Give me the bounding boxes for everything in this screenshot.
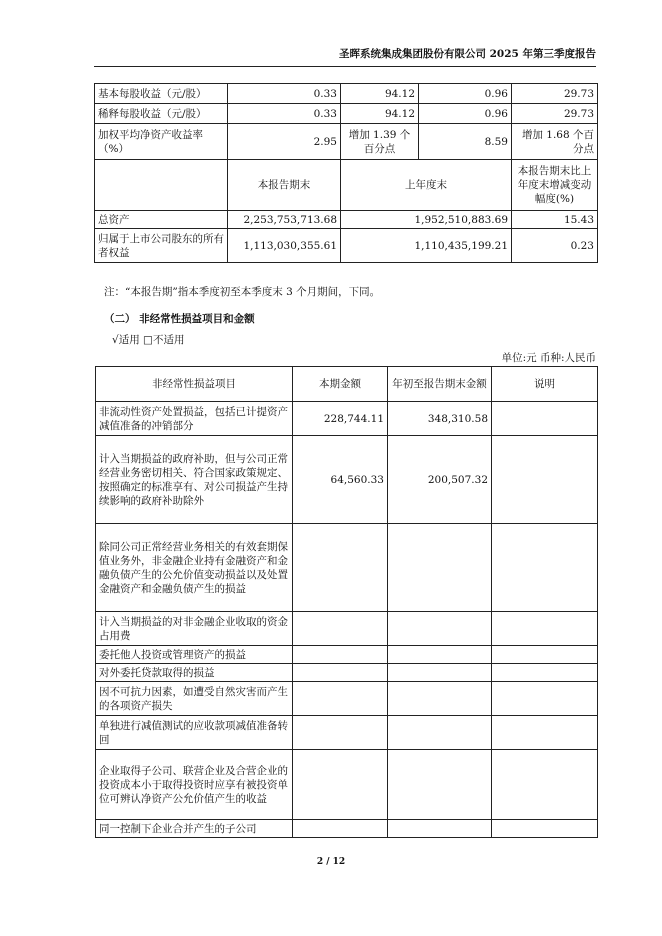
item-label: 计入当期损益的对非金融企业收取的资金占用费 <box>96 612 293 646</box>
note-cell <box>492 820 598 838</box>
cell: 2,253,753,713.68 <box>228 211 341 229</box>
page-header: 圣晖系统集成集团股份有限公司 2025 年第三季度报告 <box>338 48 596 60</box>
table-row <box>96 524 598 612</box>
item-label: 计入当期损益的政府补助，但与公司正常经营业务密切相关、符合国家政策规定、按照确定的标准享有、对公司损益产生持续影响的政府补助除外 <box>96 436 293 524</box>
row-label: 稀释每股收益（元/股） <box>95 104 228 124</box>
cell: 0.33 <box>228 104 341 124</box>
item-label: 委托他人投资或管理资产的损益 <box>96 646 293 664</box>
table-row <box>96 664 598 682</box>
cell: 增加 1.39 个百分点 <box>341 124 419 160</box>
cell: 8.59 <box>419 124 512 160</box>
table-row <box>95 229 598 263</box>
note-cell <box>492 682 598 716</box>
note-cell <box>492 716 598 750</box>
note-cell <box>492 524 598 612</box>
item-label: 单独进行减值测试的应收款项减值准备转回 <box>96 716 293 750</box>
table-row <box>95 84 598 104</box>
ytd-amount: 348,310.58 <box>388 402 492 436</box>
item-label: 对外委托贷款取得的损益 <box>96 664 293 682</box>
item-label: 同一控制下企业合并产生的子公司 <box>96 820 293 838</box>
table-subheader <box>95 160 598 211</box>
current-amount <box>293 750 388 820</box>
header-current-end: 本报告期末 <box>228 160 341 211</box>
row-label: 基本每股收益（元/股） <box>95 84 228 104</box>
note-cell <box>492 402 598 436</box>
cell: 0.96 <box>419 84 512 104</box>
cell: 29.73 <box>512 104 598 124</box>
cell: 94.12 <box>341 84 419 104</box>
ytd-amount <box>388 612 492 646</box>
current-amount <box>293 612 388 646</box>
cell: 0.33 <box>228 84 341 104</box>
note-cell <box>492 612 598 646</box>
current-amount <box>293 716 388 750</box>
unit-currency-line: 单位:元 币种:人民币 <box>501 352 596 364</box>
item-label: 因不可抗力因素，如遭受自然灾害而产生的各项资产损失 <box>96 682 293 716</box>
item-label: 企业取得子公司、联营企业及合营企业的投资成本小于取得投资时应享有被投资单位可辨认净资产公允价值产生的收益 <box>96 750 293 820</box>
cell: 2.95 <box>228 124 341 160</box>
current-amount <box>293 682 388 716</box>
empty-cell <box>95 160 228 211</box>
ytd-amount <box>388 646 492 664</box>
cell: 1,952,510,883.69 <box>341 211 512 229</box>
note-cell <box>492 750 598 820</box>
cell: 1,110,435,199.21 <box>341 229 512 263</box>
header-ytd: 年初至报告期末金额 <box>388 367 492 402</box>
row-label: 加权平均净资产收益率（%） <box>95 124 228 160</box>
table-row <box>96 646 598 664</box>
table-row <box>96 682 598 716</box>
current-amount <box>293 524 388 612</box>
note-cell <box>492 436 598 524</box>
ytd-amount <box>388 524 492 612</box>
current-amount <box>293 820 388 838</box>
header-prior-year-end: 上年度末 <box>341 160 512 211</box>
table-header-row <box>96 367 598 402</box>
current-amount <box>293 646 388 664</box>
cell: 15.43 <box>512 211 598 229</box>
cell: 1,113,030,355.61 <box>228 229 341 263</box>
table-row <box>95 104 598 124</box>
table-row <box>96 750 598 820</box>
table-row <box>96 436 598 524</box>
key-indicators-table <box>94 83 598 263</box>
header-item: 非经常性损益项目 <box>96 367 293 402</box>
current-amount: 228,744.11 <box>293 402 388 436</box>
ytd-amount: 200,507.32 <box>388 436 492 524</box>
cell: 94.12 <box>341 104 419 124</box>
table-row <box>96 716 598 750</box>
table-row <box>95 211 598 229</box>
item-label: 非流动性资产处置损益，包括已计提资产减值准备的冲销部分 <box>96 402 293 436</box>
ytd-amount <box>388 664 492 682</box>
cell: 0.23 <box>512 229 598 263</box>
header-note: 说明 <box>492 367 598 402</box>
cell: 29.73 <box>512 84 598 104</box>
table-row <box>96 820 598 838</box>
ytd-amount <box>388 682 492 716</box>
header-change: 本报告期末比上年度末增减变动幅度(%) <box>512 160 598 211</box>
table-row <box>96 612 598 646</box>
current-amount <box>293 664 388 682</box>
ytd-amount <box>388 750 492 820</box>
section-title: （二） 非经常性损益项目和金额 <box>104 313 255 325</box>
non-recurring-items-table <box>95 366 598 838</box>
row-label: 总资产 <box>95 211 228 229</box>
note-cell <box>492 664 598 682</box>
ytd-amount <box>388 716 492 750</box>
report-period-note: 注：“本报告期”指本季度初至本季度末 3 个月期间，下同。 <box>104 286 381 298</box>
page-number: 2 / 12 <box>316 857 346 867</box>
current-amount: 64,560.33 <box>293 436 388 524</box>
note-cell <box>492 646 598 664</box>
item-label: 除同公司正常经营业务相关的有效套期保值业务外，非金融企业持有金融资产和金融负债产生的公允价值变动损益以及处置金融资产和金融负债产生的损益 <box>96 524 293 612</box>
header-current-period: 本期金额 <box>293 367 388 402</box>
ytd-amount <box>388 820 492 838</box>
header-rule <box>94 66 596 67</box>
table-row <box>95 124 598 160</box>
row-label: 归属于上市公司股东的所有者权益 <box>95 229 228 263</box>
table-row <box>96 402 598 436</box>
cell: 增加 1.68 个百分点 <box>512 124 598 160</box>
cell: 0.96 <box>419 104 512 124</box>
applicable-checkbox-line: √适用 □不适用 <box>112 334 185 346</box>
